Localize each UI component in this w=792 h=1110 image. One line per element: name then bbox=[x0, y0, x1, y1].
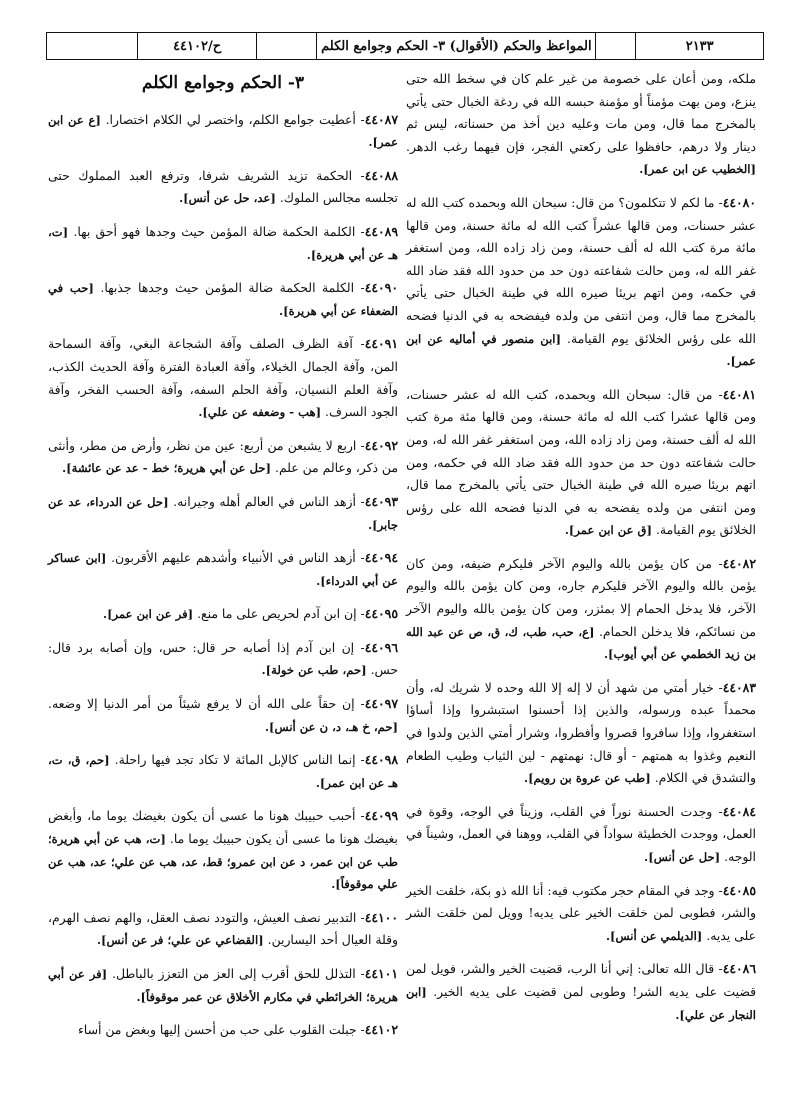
hadith-number: ٤٤٠٨١ bbox=[722, 386, 756, 402]
hadith-number: ٤٤١٠١ bbox=[364, 966, 398, 981]
hadith-entry bbox=[406, 677, 756, 790]
hadith-text: - الكلمة الحكمة ضالة المؤمن حيث وجدها فهو أحق بها. bbox=[73, 223, 365, 239]
header-empty-cell bbox=[595, 33, 635, 59]
hadith-text-block bbox=[48, 603, 398, 626]
hadith-text-block bbox=[48, 277, 398, 322]
hadith-text-block bbox=[406, 801, 756, 869]
hadith-entry bbox=[48, 907, 398, 952]
hadith-source: [فر عن أبي هريرة؛ الخرائطي في مكارم الأخلاق عن عمر موقوفاً]. bbox=[48, 967, 398, 1004]
hadith-entry bbox=[48, 109, 398, 154]
hadith-number: ٤٤٠٩٦ bbox=[364, 639, 398, 655]
hadith-source: [القضاعي عن علي؛ فر عن أنس]. bbox=[96, 933, 264, 948]
hadith-text: - أزهد الناس في العالم أهله وجيرانه. bbox=[173, 493, 365, 509]
hadith-entry bbox=[48, 1019, 398, 1042]
hadith-number: ٤٤٠٩٧ bbox=[364, 696, 398, 712]
hadith-entry bbox=[48, 221, 398, 266]
hadith-text-block bbox=[48, 805, 398, 895]
hadith-entry bbox=[48, 749, 398, 794]
hadith-entry bbox=[406, 192, 756, 373]
running-title: المواعظ والحكم (الأقوال) ٣- الحكم وجوامع الكلم bbox=[316, 33, 595, 59]
hadith-number: ٤٤٠٩٠ bbox=[364, 280, 398, 296]
hadith-entry bbox=[406, 384, 756, 542]
hadith-number: ٤٤٠٨٣ bbox=[722, 679, 756, 695]
hadith-text-block bbox=[48, 693, 398, 738]
hadith-number: ٤٤٠٩٩ bbox=[364, 808, 398, 824]
hadith-text: - من قال: سبحان الله وبحمده، كتب الله له عشر حسنات، ومن قالها عشرا كتب الله له مائة حسنة، ومن قالها مئة مرة كتب الله له ألف حسنة، ومن زاد زاده الله، ومن استغفر غفر الله له، ومن حالت شفاعته دون حد من حدود الله فقد ضاد الله في حكمه، ومن اتهم بريئا صيره الله في طينة الخبال حتى يأتي بالمخرج مما قال، ومن انتفى من ولده يفضحه به في الدنيا فضحه الله على رؤس الخلائق يوم القيامة. bbox=[406, 386, 756, 538]
hadith-range: ح/٤٤١٠٢ bbox=[137, 33, 257, 59]
hadith-text: - قال الله تعالى: إني أنا الرب، قضيت الخير والشر، فويل لمن قضيت على يديه الشر! وطوبى لمن قضيت على يديه الخير. bbox=[406, 961, 756, 999]
hadith-number: ٤٤٠٩٢ bbox=[364, 437, 398, 453]
hadith-source: [حم، خ هـ، د، ن عن أنس]. bbox=[265, 719, 398, 734]
hadith-text: - جبلت القلوب على حب من أحسن إليها وبغض من أساء bbox=[77, 1022, 365, 1038]
left-column bbox=[48, 68, 398, 1053]
hadith-source: [ت، هب عن أبي هريرة؛ طب عن ابن عمر، د عن ابن عمرو؛ قط، عد، هب عن علي؛ عد، هب عن علي موقوفاً]. bbox=[48, 832, 398, 892]
hadith-text-block bbox=[48, 637, 398, 682]
hadith-text: - إن ابن آدم إذا أصابه حر قال: حس، وإن أصابه برد قال: حس. bbox=[48, 639, 398, 678]
hadith-text-block bbox=[48, 165, 398, 210]
hadith-text: - خيار أمتي من شهد أن لا إله إلا الله وحده لا شريك له، وأن محمداً عبده ورسوله، والذين إذا أحسنوا استبشروا وإذا أساؤا استغفروا، وإذا سافروا قصروا وأفطروا، وشرار أمتي الذين ولدوا في النعيم وغذوا به همتهم - أو قال: نهمتهم - لين الثياب وطيب الطعام والتشدق في الكلام. bbox=[406, 679, 756, 786]
hadith-text-block bbox=[406, 880, 756, 948]
hadith-text-block bbox=[48, 333, 398, 423]
hadith-entry bbox=[406, 553, 756, 666]
hadith-text: - ما لكم لا تتكلمون؟ من قال: سبحان الله وبحمده كتب الله له عشر حسنات، ومن قالها عشراً كتب الله له مائة حسنة، ومن قالها مائة مرة كتب الله له ألف حسنة، ومن زاد زاده الله، ومن استغفر غفر الله له، ومن حالت شفاعته دون حد من حدود الله فقد ضاد الله في حكمه، ومن اتهم بريئا صيره الله في طينة الخبال حتى يأتي بالمخرج مما قال، ومن انتفى من ولده فيفضحه به في الدنيا فضحه الله على رؤس الخلائق يوم القيامة. bbox=[406, 194, 756, 346]
hadith-source: [هب - وضعفه عن علي]. bbox=[198, 405, 322, 420]
hadith-source: [ت، هـ عن أبي هريرة]. bbox=[48, 224, 398, 262]
hadith-entry bbox=[48, 963, 398, 1008]
hadith-text-block bbox=[48, 547, 398, 592]
hadith-text-block bbox=[48, 1019, 398, 1042]
hadith-text-block bbox=[406, 68, 756, 181]
hadith-number: ٤٤١٠٠ bbox=[364, 909, 398, 925]
hadith-source: [الخطيب عن ابن عمر]. bbox=[639, 162, 756, 177]
hadith-text-block bbox=[48, 435, 398, 480]
hadith-number: ٤٤٠٩٥ bbox=[364, 606, 398, 622]
hadith-text: ملكه، ومن أعان على خصومة من غير علم كان في سخط الله حتى ينزع، ومن بهت مؤمناً أو مؤمنة حبسه الله في ردغة الخبال حتى يأتي بالمخرج مما قال، ومن مات وعليه دين أخذ من حسناته، ليس ثم دينار ولا درهم، حافظوا على ركعتي الفجر، فإن فيهما رغب الدهر. bbox=[406, 71, 756, 154]
hadith-source: [ابن عساكر عن أبي الدرداء]. bbox=[48, 551, 398, 588]
hadith-text: - التذلل للحق أقرب إلى العز من التعزز بالباطل. bbox=[112, 966, 365, 981]
hadith-source: [ع، حب، طب، ك، ق، ص عن عبد الله بن زيد الخطمي عن أبي أيوب]. bbox=[406, 624, 756, 662]
hadith-entry bbox=[48, 491, 398, 536]
hadith-entry bbox=[48, 637, 398, 682]
hadith-text: - الكلمة الحكمة ضالة المؤمن حيث وجدها جذبها. bbox=[100, 280, 365, 296]
hadith-text: - أحبب حبيبك هونا ما عسى أن يكون بغيضك يوما ما، وأبغض بغيضك هونا ما عسى أن يكون حبيبك يوما ما. bbox=[48, 808, 398, 847]
hadith-entry bbox=[406, 801, 756, 869]
hadith-entry bbox=[406, 68, 756, 181]
page-header bbox=[46, 32, 764, 60]
hadith-number: ٤٤٠٨٠ bbox=[722, 194, 756, 210]
hadith-number: ٤٤٠٨٥ bbox=[722, 882, 756, 898]
hadith-number: ٤٤٠٨٨ bbox=[364, 167, 398, 183]
hadith-text: - وجدت الحسنة نوراً في القلب، وزيناً في الوجه، وقوة في العمل، ووجدت الخطيئة سواداً في القلب، ووهنا في العمل، وشيناً في الوجه. bbox=[406, 803, 756, 864]
hadith-number: ٤٤٠٨٤ bbox=[722, 803, 756, 819]
hadith-source: [عد، حل عن أنس]. bbox=[179, 191, 276, 206]
hadith-entry bbox=[48, 333, 398, 423]
hadith-number: ٤٤٠٩٨ bbox=[364, 752, 398, 768]
hadith-entry bbox=[48, 805, 398, 895]
right-column bbox=[406, 68, 756, 1037]
hadith-text-block bbox=[48, 221, 398, 266]
hadith-text: - الحكمة تزيد الشريف شرفا، وترفع العبد المملوك حتى تجلسه مجالس الملوك. bbox=[48, 167, 398, 206]
hadith-number: ٤٤٠٩١ bbox=[364, 336, 398, 352]
page-number: ٢١٣٣ bbox=[635, 33, 763, 59]
header-empty-cell bbox=[47, 33, 137, 59]
hadith-text: - التدبير نصف العيش، والتودد نصف العقل، والهم نصف الهرم، وقلة العيال أحد اليسارين. bbox=[48, 909, 398, 948]
hadith-number: ٤٤٠٨٢ bbox=[722, 555, 756, 571]
hadith-source: [حم، طب عن خولة]. bbox=[261, 663, 367, 678]
hadith-number: ٤٤٠٩٣ bbox=[364, 493, 398, 509]
hadith-entry bbox=[406, 958, 756, 1026]
hadith-source: [ع عن ابن عمر]. bbox=[48, 112, 398, 150]
hadith-text: - آفة الظرف الصلف وآفة الشجاعة البغي، وآفة السماحة المن، وآفة الجمال الخيلاء، وآفة العبادة الفترة وآفة الحديث الكذب، وآفة العلم النسيان، وآفة الحلم السفه، وآفة الحسب الفخر، وآفة الجود السرف. bbox=[48, 336, 398, 420]
hadith-text-block bbox=[48, 963, 398, 1008]
hadith-source: [ق عن ابن عمر]. bbox=[564, 523, 653, 538]
hadith-source: [حب في الضعفاء عن أبي هريرة]. bbox=[48, 281, 398, 318]
hadith-entry bbox=[48, 603, 398, 626]
hadith-text: - اربع لا يشبعن من أربع: عين من نظر، وأرض من مطر، وأنثى من ذكر، وعالم من علم. bbox=[48, 437, 398, 476]
hadith-text-block bbox=[48, 109, 398, 154]
hadith-entry bbox=[48, 435, 398, 480]
hadith-source: [الديلمي عن أنس]. bbox=[605, 928, 703, 943]
section-title: ٣- الحكم وجوامع الكلم bbox=[141, 73, 305, 93]
hadith-text-block bbox=[406, 192, 756, 373]
hadith-number: ٤٤٠٨٧ bbox=[364, 111, 398, 127]
header-empty-cell bbox=[256, 33, 316, 59]
hadith-entry bbox=[48, 277, 398, 322]
hadith-source: [طب عن عروة بن رويم]. bbox=[524, 771, 651, 786]
hadith-text: - من كان يؤمن بالله واليوم الآخر فليكرم ضيفه، ومن كان يؤمن بالله واليوم الآخر فليكرم جاره، ومن كان يؤمن بالله واليوم الآخر، فلا يدخل الحمام إلا بمئزر، ومن كان يؤمن بالله واليوم الآخر من نسائكم، فلا يدخلن الحمام. bbox=[406, 555, 756, 639]
hadith-text-block bbox=[406, 553, 756, 666]
hadith-entry bbox=[48, 165, 398, 210]
hadith-source: [ابن النجار عن علي]. bbox=[406, 984, 756, 1022]
hadith-entry bbox=[48, 693, 398, 738]
hadith-source: [حل عن أبي هريرة؛ خط - عد عن عائشة]. bbox=[62, 461, 272, 476]
hadith-text-block bbox=[48, 749, 398, 794]
hadith-number: ٤٤١٠٢ bbox=[364, 1022, 398, 1038]
hadith-source: [حم، ق، ت، هـ عن ابن عمر]. bbox=[48, 753, 398, 790]
hadith-entry bbox=[48, 547, 398, 592]
hadith-text-block bbox=[48, 907, 398, 952]
hadith-source: [حل عن الدرداء، عد عن جابر]. bbox=[48, 494, 398, 532]
hadith-number: ٤٤٠٨٩ bbox=[364, 223, 398, 239]
hadith-text-block bbox=[48, 491, 398, 536]
hadith-entry bbox=[406, 880, 756, 948]
hadith-text-block bbox=[406, 958, 756, 1026]
hadith-text: - إن حقاً على الله أن لا يرفع شيئاً من أمر الدنيا إلا وضعه. bbox=[48, 696, 365, 712]
hadith-text: - أعطيت جوامع الكلم، واختصر لي الكلام اختصارا. bbox=[105, 111, 365, 127]
hadith-text: - وجد في المقام حجر مكتوب فيه: أنا الله ذو بكة، خلقت الخير والشر، فطوبى لمن خلقت الخير على يديه! وويل لمن خلقت الشر على يديه. bbox=[406, 882, 756, 943]
hadith-source: [حل عن أنس]. bbox=[644, 850, 721, 864]
hadith-source: [فر عن ابن عمر]. bbox=[103, 607, 194, 622]
hadith-number: ٤٤٠٩٤ bbox=[364, 550, 398, 566]
hadith-text-block bbox=[406, 677, 756, 790]
hadith-text: - إنما الناس كالإبل المائة لا تكاد تجد فيها راحلة. bbox=[114, 752, 365, 768]
hadith-text: - أزهد الناس في الأنبياء وأشدهم عليهم الأقربون. bbox=[111, 550, 365, 566]
hadith-number: ٤٤٠٨٦ bbox=[722, 961, 756, 977]
hadith-source: [ابن منصور في أماليه عن ابن عمر]. bbox=[406, 331, 756, 369]
hadith-text-block bbox=[406, 384, 756, 542]
hadith-text: - إن ابن آدم لحريص على ما منع. bbox=[197, 606, 365, 622]
